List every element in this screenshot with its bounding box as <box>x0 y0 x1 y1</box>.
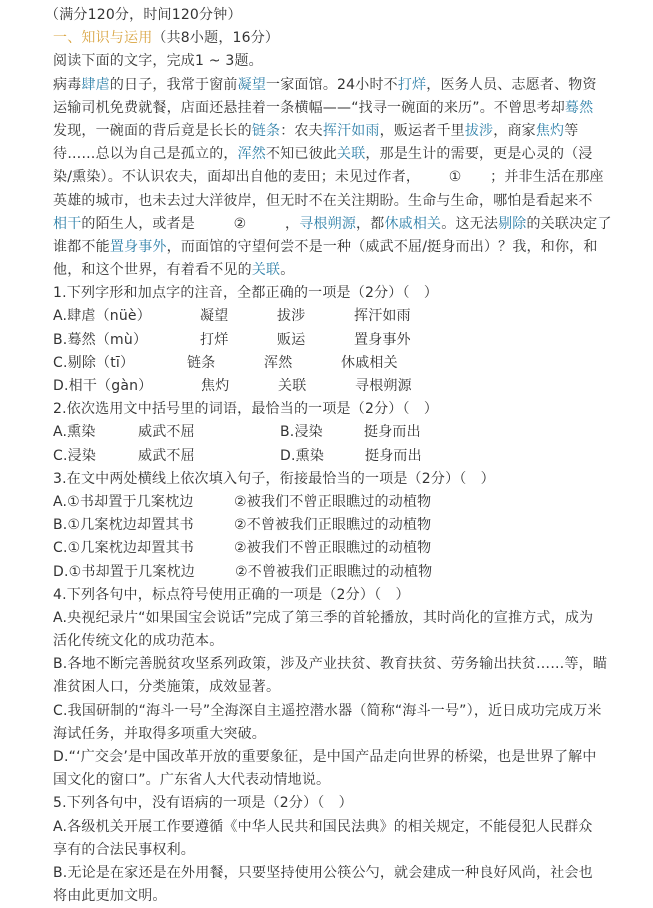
question-2-stem: 2.依次选用文中括号里的词语，最恰当的一项是（2分）（ ） <box>53 401 439 418</box>
section-heading <box>53 27 653 50</box>
q4-line: 国文化的窗口”。广东省人大代表动情地说。 <box>53 772 331 789</box>
q4-line: D.“‘广交会’是中国改革开放的重要象征，是中国产品走向世界的桥梁，也是世界了解中 <box>53 749 597 765</box>
highlight-word: 寻根朔源 <box>299 215 357 232</box>
q1-option-b: B.蓦然（mù） 打烊 贩运 置身事外 <box>53 331 411 348</box>
highlight-word: 拔涉 <box>464 122 494 139</box>
highlight-word: 肆虐 <box>81 76 110 93</box>
q3-option-b: B.①几案枕边却置其书 ②不曾被我们正眼瞧过的动植物 <box>53 517 432 534</box>
q1-option-c: C.剔除（tī） 链条 浑然 休戚相关 <box>53 354 398 371</box>
highlight-word: 挥汗如雨 <box>322 122 380 139</box>
q4-line: A.央视纪录片“如果国宝会说话”完成了第三季的首轮播放，其时尚化的宣推方式，成为 <box>53 609 594 626</box>
q2-options-row-2: C.浸染 威武不屈 D.熏染 挺身而出 <box>53 447 422 464</box>
q1-option-d: D.相干（gàn） 焦灼 关联 寻根朔源 <box>53 378 412 394</box>
q5-line: B.无论是在家还是在外用餐，只要坚持使用公筷公勺，就会建成一种良好风尚，社会也 <box>53 864 593 881</box>
q1-option-a: A.肆虐（nüè） 凝望 拔涉 挥汗如雨 <box>53 308 411 325</box>
q5-line: 享有的合法民事权利。 <box>53 841 195 858</box>
highlight-word: 剔除 <box>498 215 527 232</box>
passage-line: 发现，一碗面的背后竟是长长的链条：农夫挥汗如雨，贩运者千里拔涉，商家焦灼等 <box>53 122 579 139</box>
highlight-word: 关联 <box>251 262 281 279</box>
passage-line: 相干的陌生人，或者是 ② ，寻根朔源，都休戚相关。这无法剔除的关联决定了 <box>53 213 653 236</box>
question-5-stem: 5.下列各句中，没有语病的一项是（2分）（ ） <box>53 795 353 812</box>
passage-line: 他，和这个世界，有着看不见的关联。 <box>53 262 295 279</box>
q4-line: 海试任务，并取得多项重大突破。 <box>53 725 266 742</box>
exam-info: （满分120分，时间120分钟） <box>45 7 242 23</box>
q4-line: C.我国研制的“海斗一号”全海深自主遥控潜水器（简称“海斗一号”），近日成功完成万米 <box>53 702 602 719</box>
highlight-word: 休戚相关 <box>384 215 442 232</box>
question-3-stem: 3.在文中两处横线上依次填入句子，衔接最恰当的一项是（2分）（ ） <box>53 470 495 487</box>
passage-line: 谁都不能置身事外，而面馆的守望何尝不是一种（威武不屈/挺身而出）？我，和你，和 <box>53 238 598 255</box>
q3-option-c: C.①几案枕边却置其书 ②被我们不曾正眼瞧过的动植物 <box>53 540 432 557</box>
passage-line: 运输司机免费就餐，店面还悬挂着一条横幅——“找寻一碗面的来历”。不曾思考却蓦然 <box>53 99 594 116</box>
q5-line: A.各级机关开展工作要遵循《中华人民共和国民法典》的相关规定，不能侵犯人民群众 <box>53 818 593 835</box>
highlight-word: 蓦然 <box>564 99 594 116</box>
q5-line: 将由此更加文明。 <box>53 888 167 905</box>
passage-line: 染/熏染）。不认识农夫，面却出自他的麦田；未见过作者， ① ；并非生活在那座 <box>53 166 653 189</box>
highlight-word: 焦灼 <box>535 122 565 139</box>
question-4-stem: 4.下列各句中，标点符号使用正确的一项是（2分）（ ） <box>53 586 410 603</box>
passage-intro: 阅读下面的文字，完成1 ~ 3题。 <box>53 53 263 70</box>
q4-line: 活化传统文化的成功范本。 <box>53 633 224 650</box>
highlight-word: 关联 <box>337 146 366 163</box>
passage-line: 待……总以为自己是孤立的，浑然不知已彼此关联，那是生计的需要，更是心灵的（浸 <box>53 146 593 163</box>
q4-line: B.各地不断完善脱贫攻坚系列政策，涉及产业扶贫、教育扶贫、劳务输出扶贫……等，瞄 <box>53 656 608 673</box>
passage-line: 英雄的城市，也未去过大洋彼岸，但无时不在关注期盼。生命与生命，哪怕是看起来不 <box>53 192 593 209</box>
q3-option-d: D.①书却置于几案枕边 ②不曾被我们正眼瞧过的动植物 <box>53 563 433 580</box>
highlight-word: 置身事外 <box>109 238 167 255</box>
question-1-stem: 1.下列字形和加点字的注音，全都正确的一项是（2分）（ ） <box>53 285 439 302</box>
section-info: （共8小题，16分） <box>152 30 280 47</box>
highlight-word: 相干 <box>53 215 82 232</box>
q4-line: 准贫困人口，分类施策，成效显著。 <box>53 679 281 696</box>
highlight-word: 链条 <box>251 122 281 139</box>
highlight-word: 打烊 <box>397 76 427 93</box>
highlight-word: 浑然 <box>237 146 267 163</box>
highlight-word: 凝望 <box>237 76 267 93</box>
section-title: 一、知识与运用 <box>53 30 153 47</box>
blank-1: ① <box>448 169 462 186</box>
q2-options-row-1: A.熏染 威武不屈 B.浸染 挺身而出 <box>53 424 421 441</box>
passage-line: 病毒肆虐的日子，我常于窗前凝望一家面馆。24小时不打烊，医务人员、志愿者、物资 <box>53 76 597 93</box>
blank-2: ② <box>233 215 247 232</box>
q3-option-a: A.①书却置于几案枕边 ②被我们不曾正眼瞧过的动植物 <box>53 493 432 510</box>
